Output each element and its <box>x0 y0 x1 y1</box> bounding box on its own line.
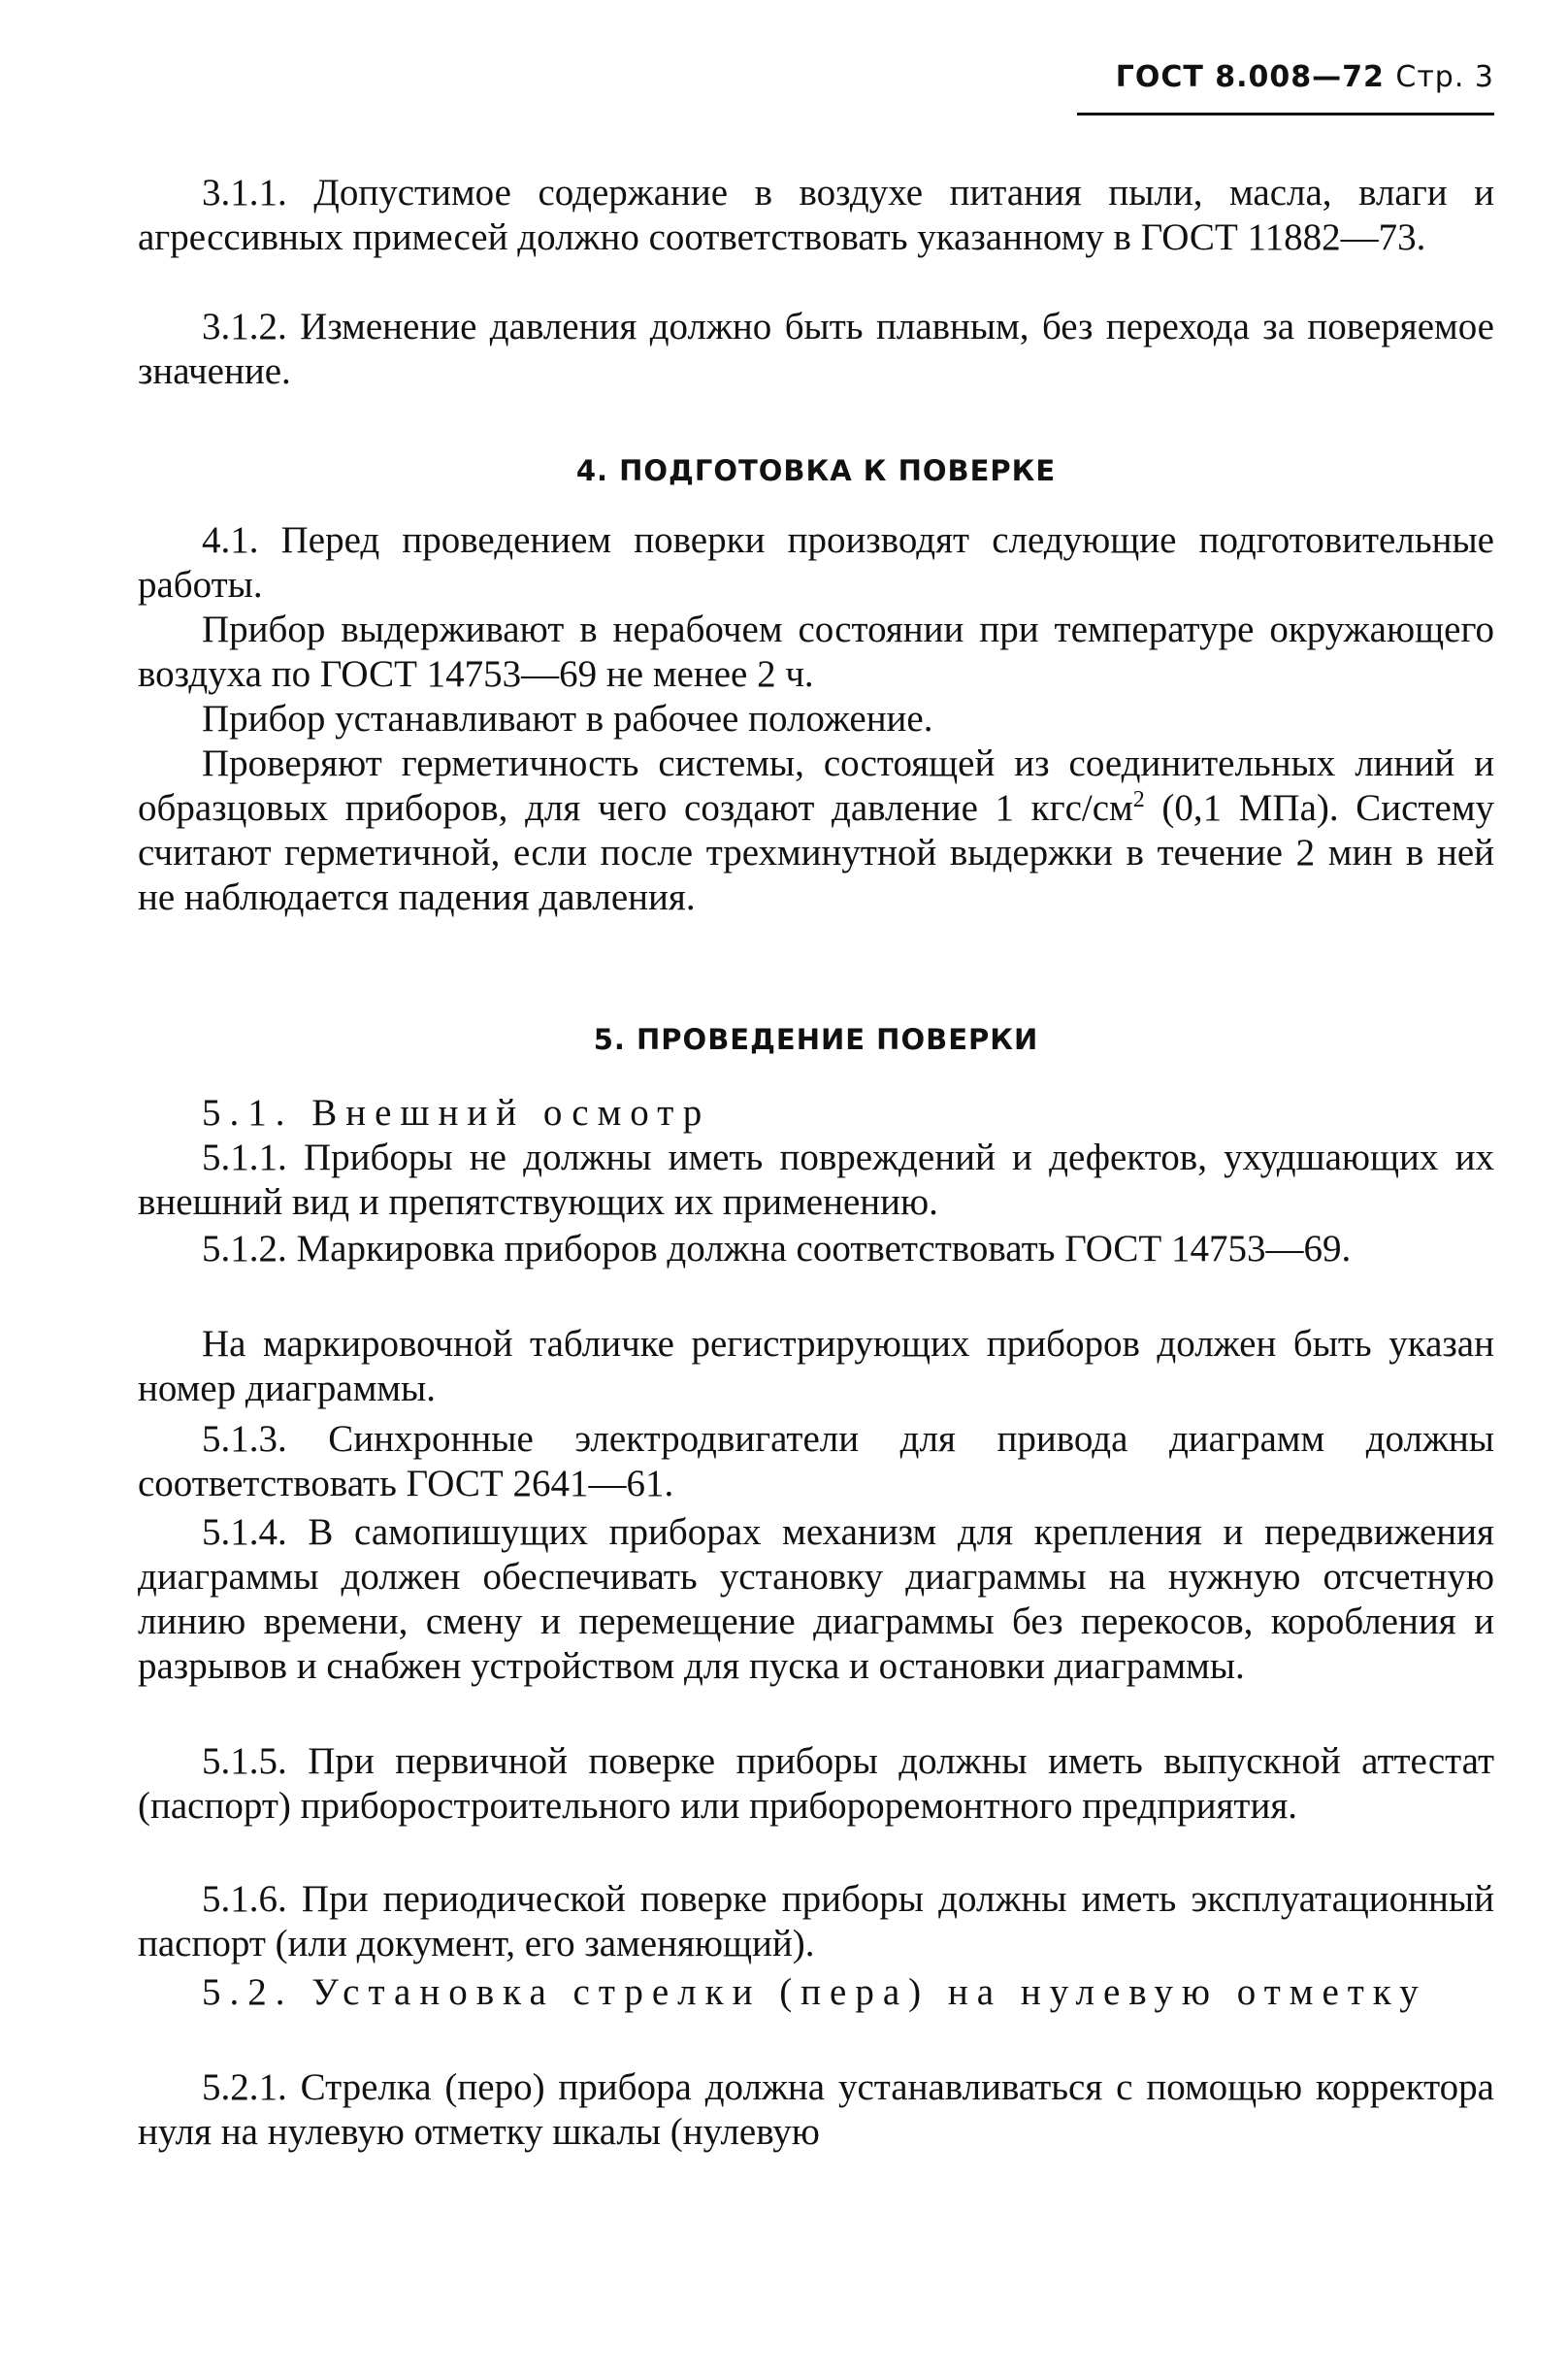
clause-5-1-title: 5.1. Внешний осмотр <box>202 1092 711 1134</box>
clause-4-1: 4.1. Перед проведением поверки производят следующие подготовительные работы. <box>138 519 1494 606</box>
tightness-text-start: Проверяют герметичность системы, состоящей из соединительных линий и образцовых приборов, для чего создают давление 1 кгс/см <box>138 742 1494 829</box>
clause-4-1-position: Прибор устанавливают в рабочее положение. <box>202 698 933 740</box>
clause-4-1-tightness <box>138 742 1494 920</box>
header-rule <box>1077 113 1494 116</box>
page-number: Стр. 3 <box>1395 60 1494 94</box>
tightness-text-end: (0,1 МПа). Систему считают герметичной, если после трехминутной выдержки в течение 2 мин в ней не наблюдается падения давления. <box>138 787 1494 918</box>
clause-5-2-1: 5.2.1. Стрелка (перо) прибора должна устанавливаться с помощью корректора нуля на нулевую отметку шкалы (нулевую <box>138 2066 1494 2153</box>
clause-5-1-2-marking: На маркировочной табличке регистрирующих приборов должен быть указан номер диаграммы. <box>138 1323 1494 1409</box>
clause-5-1-4: 5.1.4. В самопишущих приборах механизм для крепления и передвижения диаграммы должен обеспечивать установку диаграммы на нужную отсчетную линию времени, смену и перемещение диаграммы без перекосов, коробления и разрывов и снабжен устройством для пуска и остановки диаграммы. <box>138 1511 1494 1687</box>
clause-3-1-2: 3.1.2. Изменение давления должно быть плавным, без перехода за поверяемое значение. <box>138 306 1494 392</box>
clause-4-1-exposure: Прибор выдерживают в нерабочем состоянии при температуре окружающего воздуха по ГОСТ 14753—69 не менее 2 ч. <box>138 609 1494 695</box>
clause-5-1-5: 5.1.5. При первичной поверке приборы должны иметь выпускной аттестат (паспорт) приборостроительного или прибороремонтного предприятия. <box>138 1740 1494 1827</box>
clause-5-1-3: 5.1.3. Синхронные электродвигатели для привода диаграмм должны соответствовать ГОСТ 2641—61. <box>138 1418 1494 1504</box>
clause-5-1-2: 5.1.2. Маркировка приборов должна соответствовать ГОСТ 14753—69. <box>202 1228 1352 1270</box>
standard-number: ГОСТ 8.008—72 <box>1115 60 1385 94</box>
page-header <box>1077 60 1494 94</box>
section-5-heading: 5. ПРОВЕДЕНИЕ ПОВЕРКИ <box>593 1023 1039 1056</box>
clause-5-1-1: 5.1.1. Приборы не должны иметь повреждений и дефектов, ухудшающих их внешний вид и препятствующих их применению. <box>138 1137 1494 1223</box>
clause-5-2-title: 5.2. Установка стрелки (пера) на нулевую отметку <box>202 1971 1427 2013</box>
clause-5-1-6: 5.1.6. При периодической поверке приборы должны иметь эксплуатационный паспорт (или документ, его заменяющий). <box>138 1878 1494 1964</box>
section-4-heading: 4. ПОДГОТОВКА К ПОВЕРКЕ <box>575 454 1057 487</box>
clause-3-1-1: 3.1.1. Допустимое содержание в воздухе питания пыли, масла, влаги и агрессивных примесей должно соответствовать указанному в ГОСТ 11882—73. <box>138 172 1494 258</box>
superscript-2: 2 <box>1132 787 1145 812</box>
